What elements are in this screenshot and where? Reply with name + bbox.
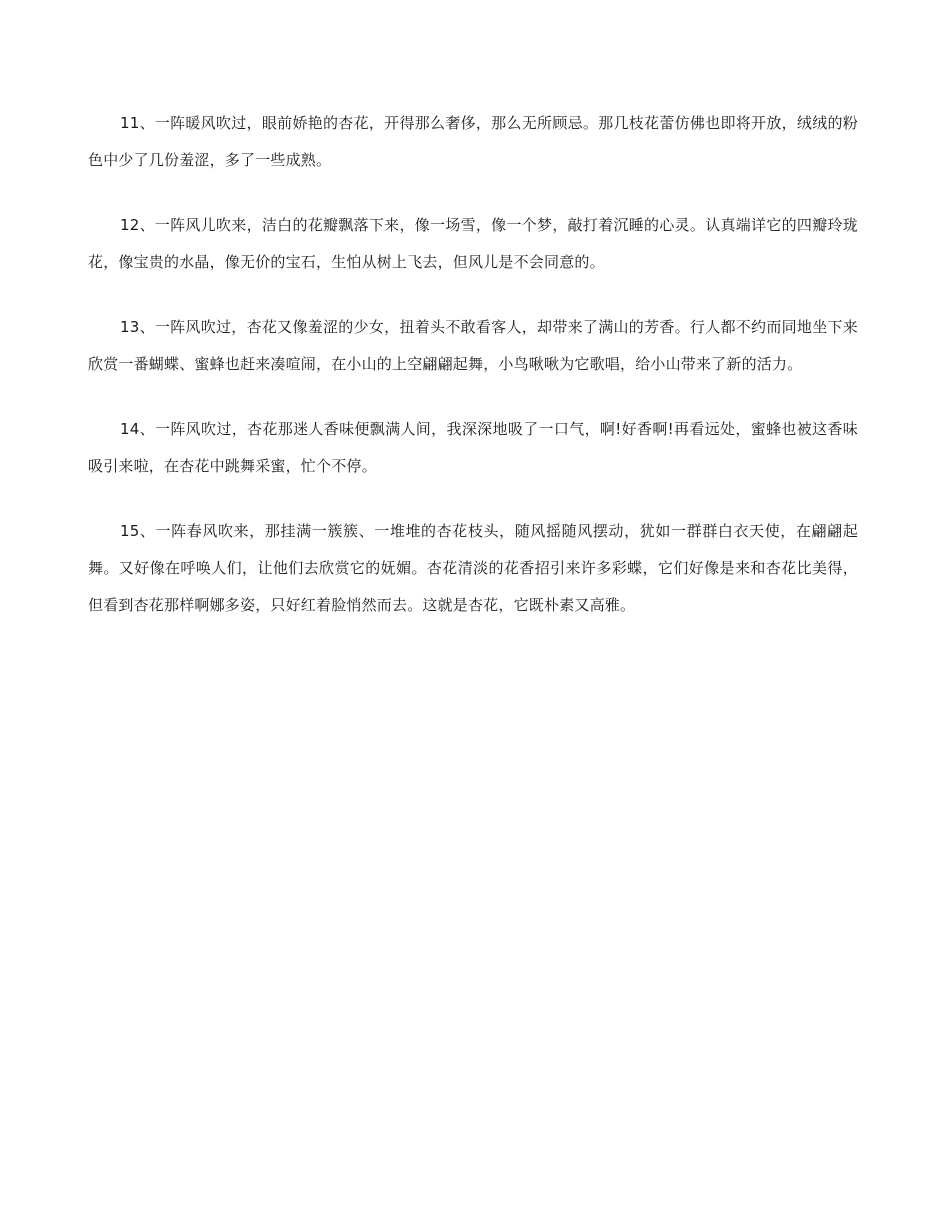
paragraph-14: 14、一阵风吹过，杏花那迷人香味便飘满人间，我深深地吸了一口气，啊!好香啊!再看远处，蜜蜂也被这香味吸引来啦，在杏花中跳舞采蜜，忙个不停。 <box>88 420 858 475</box>
paragraph-13: 13、一阵风吹过，杏花又像羞涩的少女，扭着头不敢看客人，却带来了满山的芳香。行人都不约而同地坐下来欣赏一番蝴蝶、蜜蜂也赶来凑喧闹，在小山的上空翩翩起舞，小鸟啾啾为它歌唱，给小山带来了新的活力。 <box>88 318 858 373</box>
paragraph-15: 15、一阵春风吹来，那挂满一簇簇、一堆堆的杏花枝头，随风摇随风摆动，犹如一群群白衣天使，在翩翩起舞。又好像在呼唤人们，让他们去欣赏它的妩媚。杏花清淡的花香招引来许多彩蝶，它们好像是来和杏花比美得，但看到杏花那样啊娜多姿，只好红着脸悄然而去。这就是杏花，它既朴素又高雅。 <box>88 522 858 614</box>
paragraph-12: 12、一阵风儿吹来，洁白的花瓣飘落下来，像一场雪，像一个梦，敲打着沉睡的心灵。认真端详它的四瓣玲珑花，像宝贵的水晶，像无价的宝石，生怕从树上飞去，但风儿是不会同意的。 <box>88 216 858 271</box>
paragraph-11: 11、一阵暖风吹过，眼前娇艳的杏花，开得那么奢侈，那么无所顾忌。那几枝花蕾仿佛也即将开放，绒绒的粉色中少了几份羞涩，多了一些成熟。 <box>88 114 858 169</box>
document-body <box>88 105 858 652</box>
